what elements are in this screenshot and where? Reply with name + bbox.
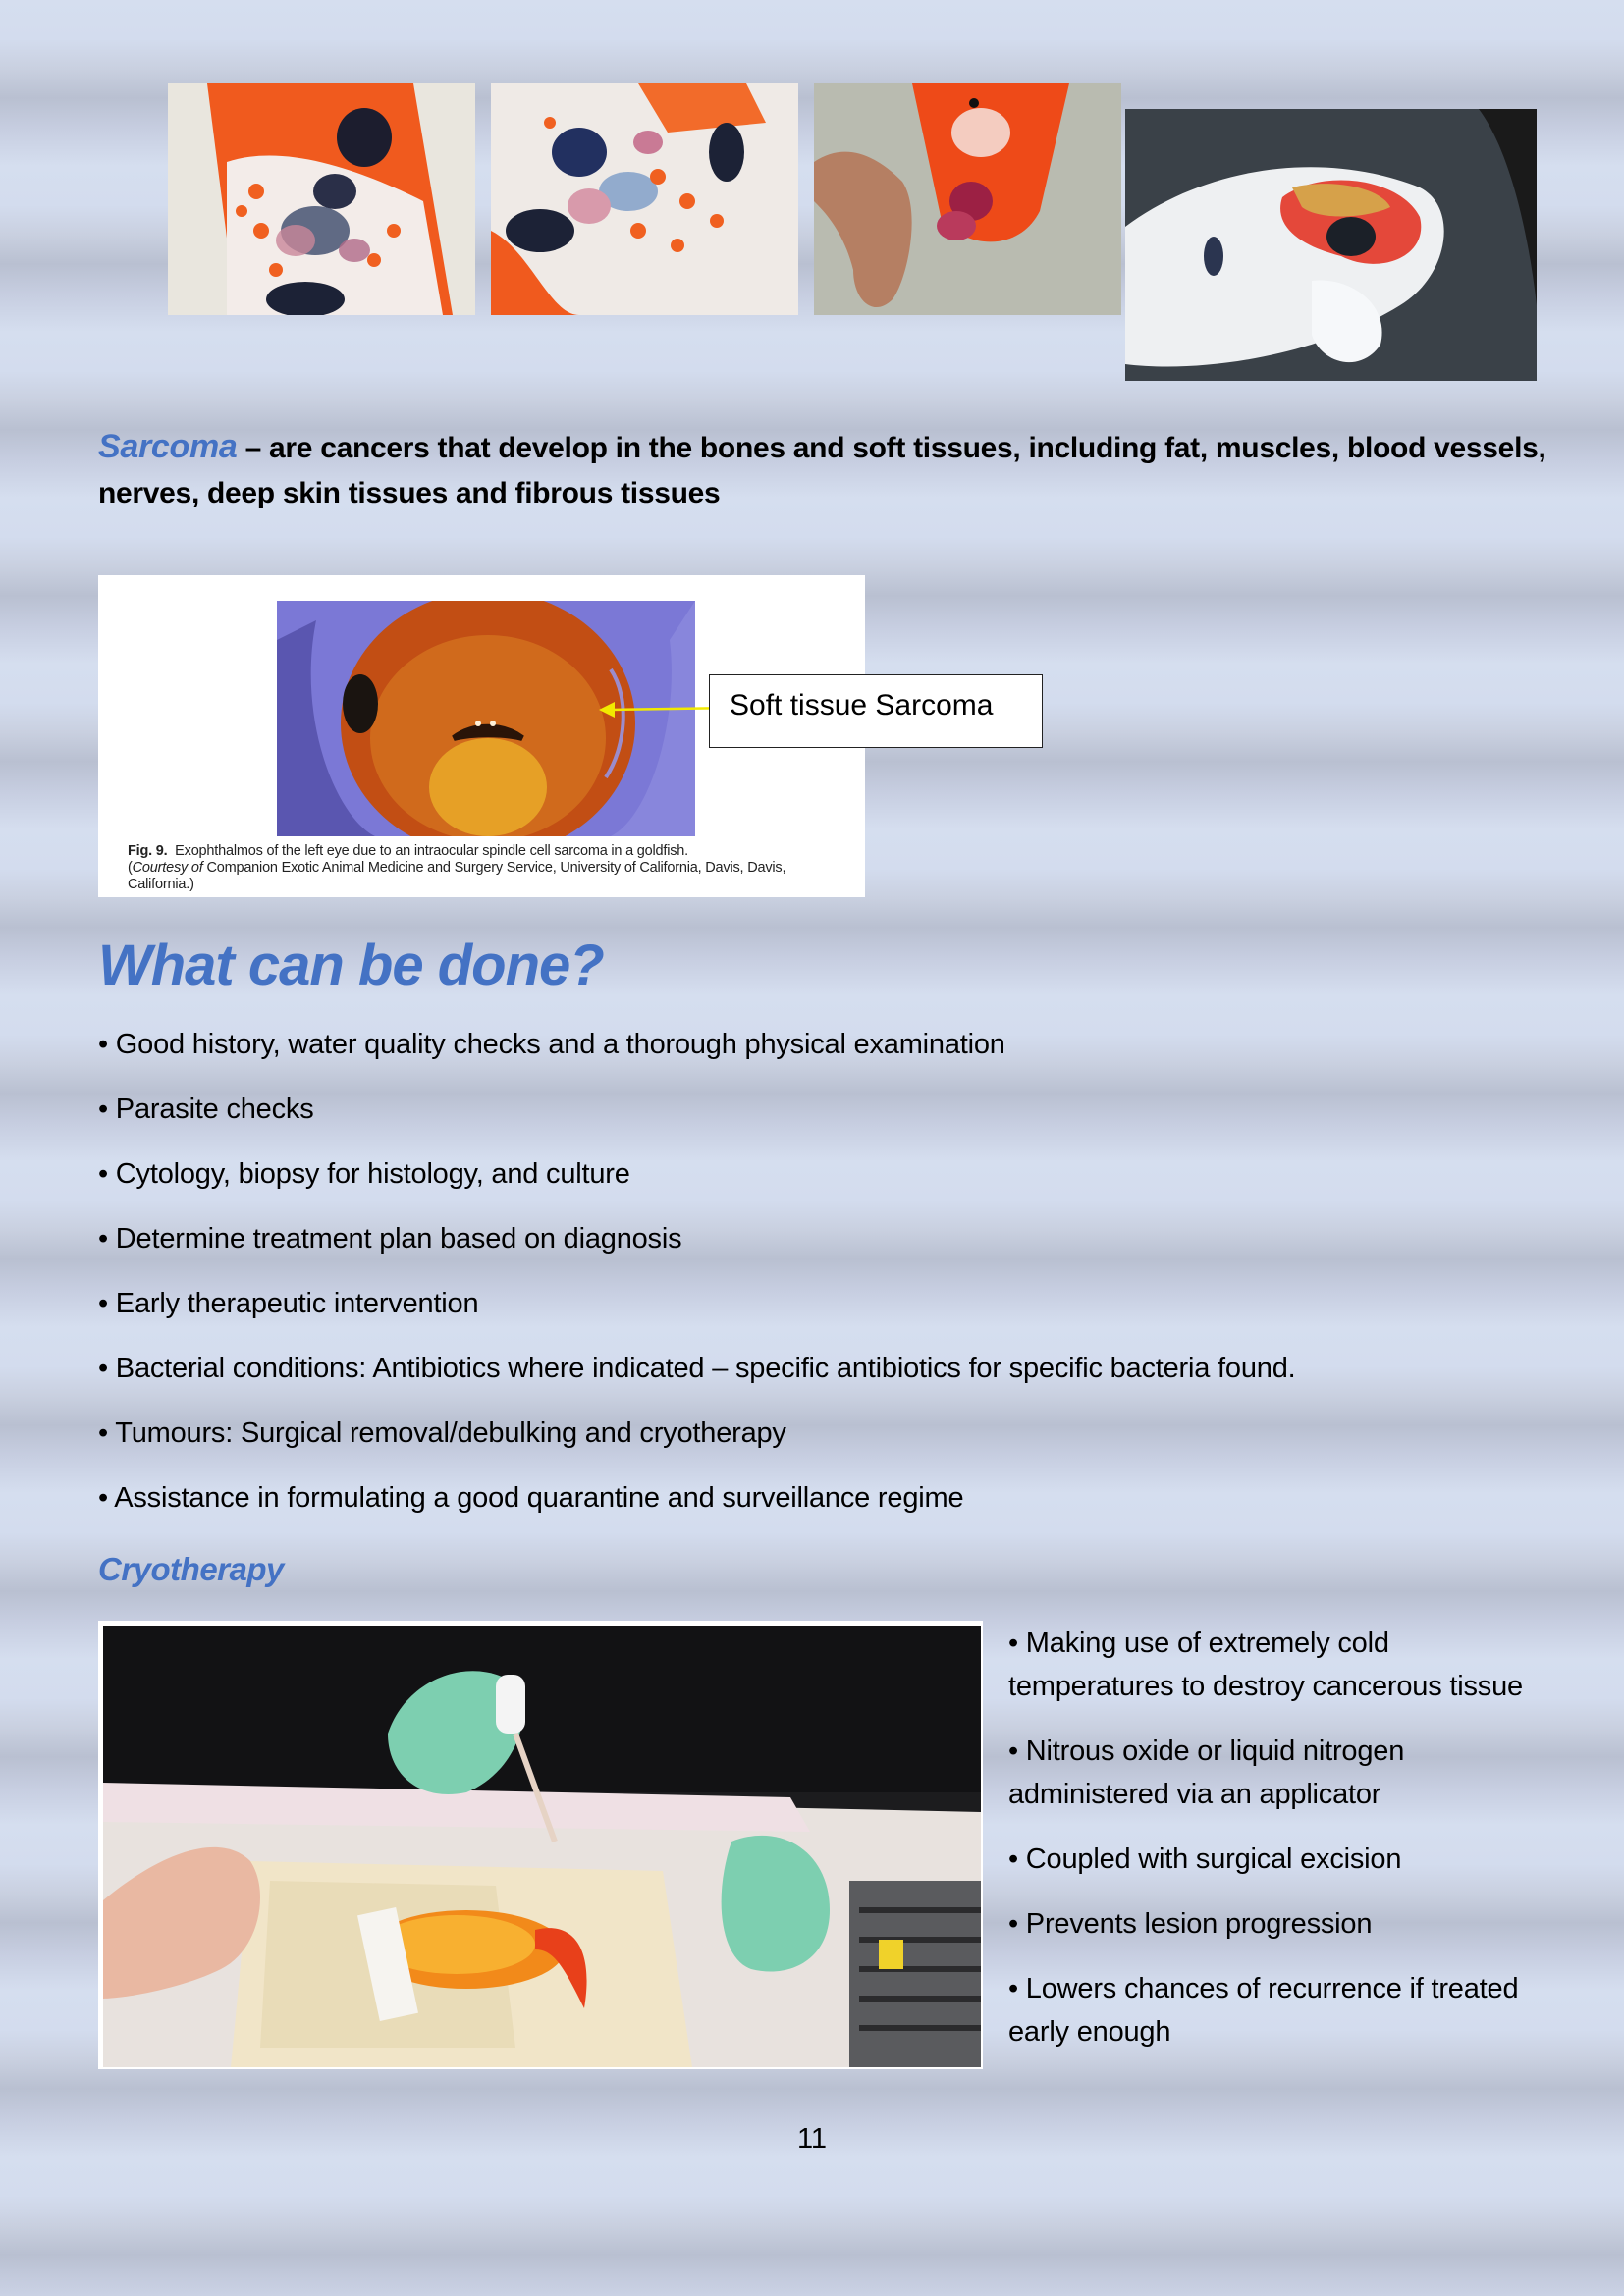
koi-photo-2 [491, 83, 798, 315]
cryotherapy-photo [98, 1621, 983, 2069]
sarcoma-definition [98, 424, 1551, 516]
figure-caption [128, 843, 854, 893]
figure-label: Fig. 9. [128, 843, 168, 859]
list-item: • Making use of extremely cold temperatures to destroy cancerous tissue [1008, 1628, 1523, 1702]
sarcoma-definition-text: are cancers that develop in the bones and soft tissues, including fat, muscles, blood vessels, nerves, deep skin tissues and fibrous tissues [98, 432, 1546, 509]
list-item: • Determine treatment plan based on diagnosis [98, 1223, 682, 1255]
list-item: • Prevents lesion progression [1008, 1908, 1373, 1940]
sarcoma-term: Sarcoma [98, 428, 238, 465]
koi-photo-4 [1125, 109, 1537, 381]
treatment-list [98, 1027, 1295, 1545]
what-can-be-done-heading: What can be done? [98, 934, 604, 997]
list-item: • Assistance in formulating a good quarantine and surveillance regime [98, 1482, 964, 1514]
list-item: • Coupled with surgical excision [1008, 1843, 1402, 1875]
list-item: • Nitrous oxide or liquid nitrogen administered via an applicator [1008, 1735, 1405, 1810]
list-item: • Good history, water quality checks and a thorough physical examination [98, 1029, 1005, 1060]
figure-courtesy-label: Courtesy of [132, 860, 203, 876]
cryotherapy-heading: Cryotherapy [98, 1551, 284, 1587]
figure-caption-text: Exophthalmos of the left eye due to an intraocular spindle cell sarcoma in a goldfish. [175, 843, 689, 859]
caption-paren: ( [128, 860, 133, 876]
callout-label: Soft tissue Sarcoma [730, 689, 994, 721]
list-item: • Bacterial conditions: Antibiotics where indicated – specific antibiotics for specific bacteria found. [98, 1353, 1296, 1384]
sarcoma-dash: – [237, 432, 270, 464]
list-item: • Parasite checks [98, 1094, 314, 1125]
list-item: • Tumours: Surgical removal/debulking and cryotherapy [98, 1417, 786, 1449]
list-item: • Cytology, biopsy for histology, and culture [98, 1158, 630, 1190]
list-item: • Lowers chances of recurrence if treated early enough [1008, 1973, 1519, 2048]
page-number: 11 [796, 2123, 828, 2155]
cryotherapy-list [1008, 1622, 1558, 2075]
koi-photo-3 [814, 83, 1121, 315]
koi-photo-1 [168, 83, 475, 315]
figure-courtesy-text: Companion Exotic Animal Medicine and Surgery Service, University of California, Davis, Davis, California.) [128, 860, 786, 892]
soft-tissue-sarcoma-callout [709, 674, 1043, 748]
list-item: • Early therapeutic intervention [98, 1288, 479, 1319]
